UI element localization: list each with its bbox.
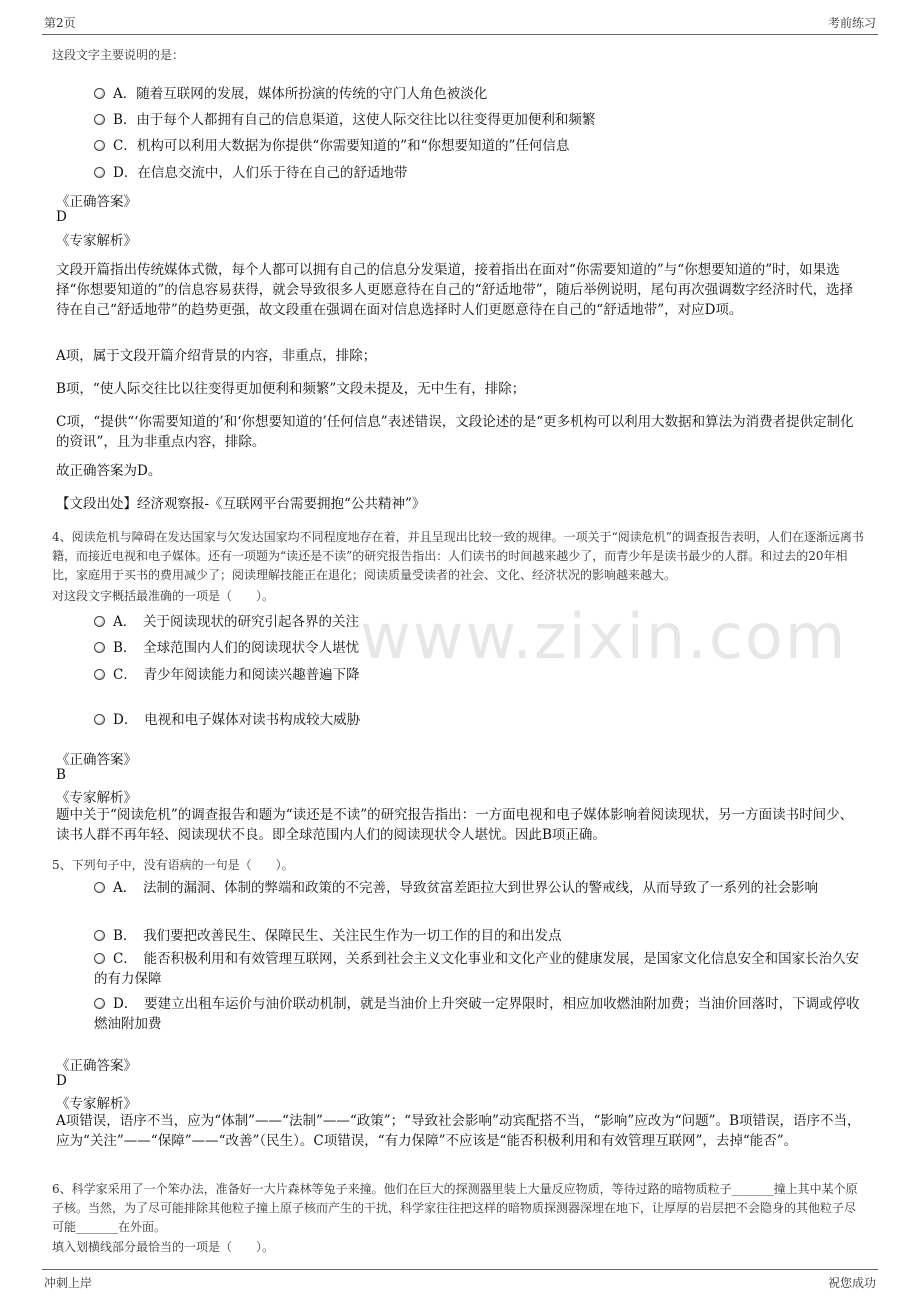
- radio-icon[interactable]: [94, 953, 105, 964]
- footer-right: 祝您成功: [827, 1276, 876, 1290]
- q6-question: 填入划横线部分最恰当的一项是（ ）。: [52, 1240, 275, 1254]
- q5-stem: 5、下列句子中，没有语病的一句是（ ）。: [52, 858, 294, 872]
- q5-answer: D: [56, 1073, 67, 1089]
- header-title: 考前练习: [827, 16, 876, 30]
- q3-conclusion: 故正确答案为D。: [56, 463, 162, 479]
- radio-icon[interactable]: [94, 642, 105, 653]
- q4-option-c[interactable]: C． 青少年阅读能力和阅读兴趣普遍下降: [94, 663, 360, 683]
- radio-icon[interactable]: [94, 714, 105, 725]
- q4-analysis: 题中关于“阅读危机”的调查报告和题为“读还是不读”的研究报告指出：一方面电视和电子媒体影响着阅读现状，另一方面读书时间少、读书人群不再年轻、阅读现状不良。即全球范围内人们的阅读现状令人堪忧。因此B项正确。: [56, 807, 854, 843]
- radio-icon[interactable]: [94, 930, 105, 941]
- q5-analysis: A项错误，语序不当，应为“体制”——“法制”——“政策”；“导致社会影响”动宾配搭不当，“影响”应改为“问题”。B项错误，语序不当，应为“关注”——“保障”——“改善”（民生）。C项错误，“有力保障”不应该是“能否积极利用和有效管理互联网”，去掉“能否”。: [56, 1113, 861, 1149]
- q3-analysis-c: C项，“提供“‘你需要知道的’和‘你想要知道的’任何信息”表述错误，文段论述的是“更多机构可以利用大数据和算法为消费者提供定制化的资讯”，且为非重点内容，排除。: [56, 414, 854, 450]
- radio-icon[interactable]: [94, 882, 105, 893]
- watermark: www.zixin.com: [360, 600, 848, 673]
- radio-icon[interactable]: [94, 140, 105, 151]
- q4-option-b[interactable]: B． 全球范围内人们的阅读现状令人堪忧: [94, 636, 359, 656]
- q5-option-b[interactable]: B． 我们要把改善民生、保障民生、关注民生作为一切工作的目的和出发点: [94, 924, 562, 944]
- q4-answer-label: 《正确答案》: [56, 752, 137, 768]
- footer-left: 冲刺上岸: [44, 1276, 93, 1290]
- radio-icon[interactable]: [94, 88, 105, 99]
- footer-divider: [42, 1269, 878, 1270]
- q3-answer-label: 《正确答案》: [56, 194, 137, 210]
- radio-icon[interactable]: [94, 669, 105, 680]
- q6-stem: 6、科学家采用了一个笨办法，准备好一大片森林等兔子来撞。他们在巨大的探测器里装上大量反应物质，等待过路的暗物质粒子_______撞上其中某个原子核。当然，为了尽可能排除其他粒子撞上原子核而产生的干扰，科学家往往把这样的暗物质探测器深埋在地下，让厚厚的岩层把不会隐身的其他粒子尽可能_______在外面。: [52, 1182, 858, 1234]
- radio-icon[interactable]: [94, 998, 105, 1009]
- q4-option-d[interactable]: D． 电视和电子媒体对读书构成较大威胁: [94, 708, 360, 728]
- q4-option-a[interactable]: A． 关于阅读现状的研究引起各界的关注: [94, 610, 359, 630]
- q3-option-b[interactable]: B．由于每个人都拥有自己的信息渠道，这使人际交往比以往变得更加便利和频繁: [94, 108, 595, 128]
- radio-icon[interactable]: [94, 114, 105, 125]
- q5-option-c[interactable]: C． 能否积极利用和有效管理互联网，关系到社会主义文化事业和文化产业的健康发展，是国家文化信息安全和国家长治久安的有力保障: [94, 951, 860, 987]
- page-number: 第2页: [44, 16, 76, 30]
- q3-analysis-a: A项，属于文段开篇介绍背景的内容，非重点，排除；: [56, 348, 377, 364]
- q3-analysis-label: 《专家解析》: [56, 233, 137, 249]
- q5-answer-label: 《正确答案》: [56, 1058, 137, 1074]
- q4-question: 对这段文字概括最准确的一项是（ ）。: [52, 589, 275, 603]
- q3-option-c[interactable]: C．机构可以利用大数据为你提供“你需要知道的”和“你想要知道的”任何信息: [94, 134, 569, 154]
- q5-option-a[interactable]: A． 法制的漏洞、体制的弊端和政策的不完善，导致贫富差距拉大到世界公认的警戒线，从而导致了一系列的社会影响: [94, 878, 864, 898]
- q3-source: 【文段出处】经济观察报-《互联网平台需要拥抱“公共精神”》: [56, 496, 426, 512]
- radio-icon[interactable]: [94, 167, 105, 178]
- q3-option-d[interactable]: D．在信息交流中，人们乐于待在自己的舒适地带: [94, 161, 407, 181]
- q3-stem-tail: 这段文字主要说明的是：: [52, 48, 185, 62]
- q5-option-d[interactable]: D． 要建立出租车运价与油价联动机制，就是当油价上升突破一定界限时，相应加收燃油附加费；当油价回落时，下调或停收燃油附加费: [94, 996, 860, 1032]
- q4-analysis-label: 《专家解析》: [56, 790, 137, 806]
- q3-analysis-b: B项，“使人际交往比以往变得更加便利和频繁”文段未提及，无中生有，排除；: [56, 381, 526, 397]
- q4-answer: B: [56, 767, 66, 783]
- header-divider: [42, 34, 878, 35]
- q3-analysis-paragraph: 文段开篇指出传统媒体式微，每个人都可以拥有自己的信息分发渠道，接着指出在面对“你需要知道的”与“你想要知道的”时，如果选择“你想要知道的”的信息容易获得，就会导致很多人更愿意待在自己的“舒适地带”，随后举例说明，尾句再次强调数字经济时代，选择待在自己“舒适地带”的趋势更强，故文段重在强调在面对信息选择时人们更愿意待在自己的“舒适地带”，对应D项。: [56, 262, 854, 318]
- radio-icon[interactable]: [94, 616, 105, 627]
- q3-option-a[interactable]: A．随着互联网的发展，媒体所扮演的传统的守门人角色被淡化: [94, 82, 487, 102]
- q5-analysis-label: 《专家解析》: [56, 1096, 137, 1112]
- q3-answer: D: [56, 209, 67, 225]
- q4-stem: 4、阅读危机与障碍在发达国家与欠发达国家均不同程度地存在着，并且呈现出比较一致的规律。一项关于“阅读危机”的调查报告表明，人们在逐渐远离书籍，而接近电视和电子媒体。还有一项题为“读还是不读”的研究报告指出：人们读书的时间越来越少了，而青少年是读书最少的人群。和过去的20年相比，家庭用于买书的费用减少了；阅读理解技能正在退化；阅读质量受读者的社会、文化、经济状况的影响越来越大。: [52, 530, 864, 582]
